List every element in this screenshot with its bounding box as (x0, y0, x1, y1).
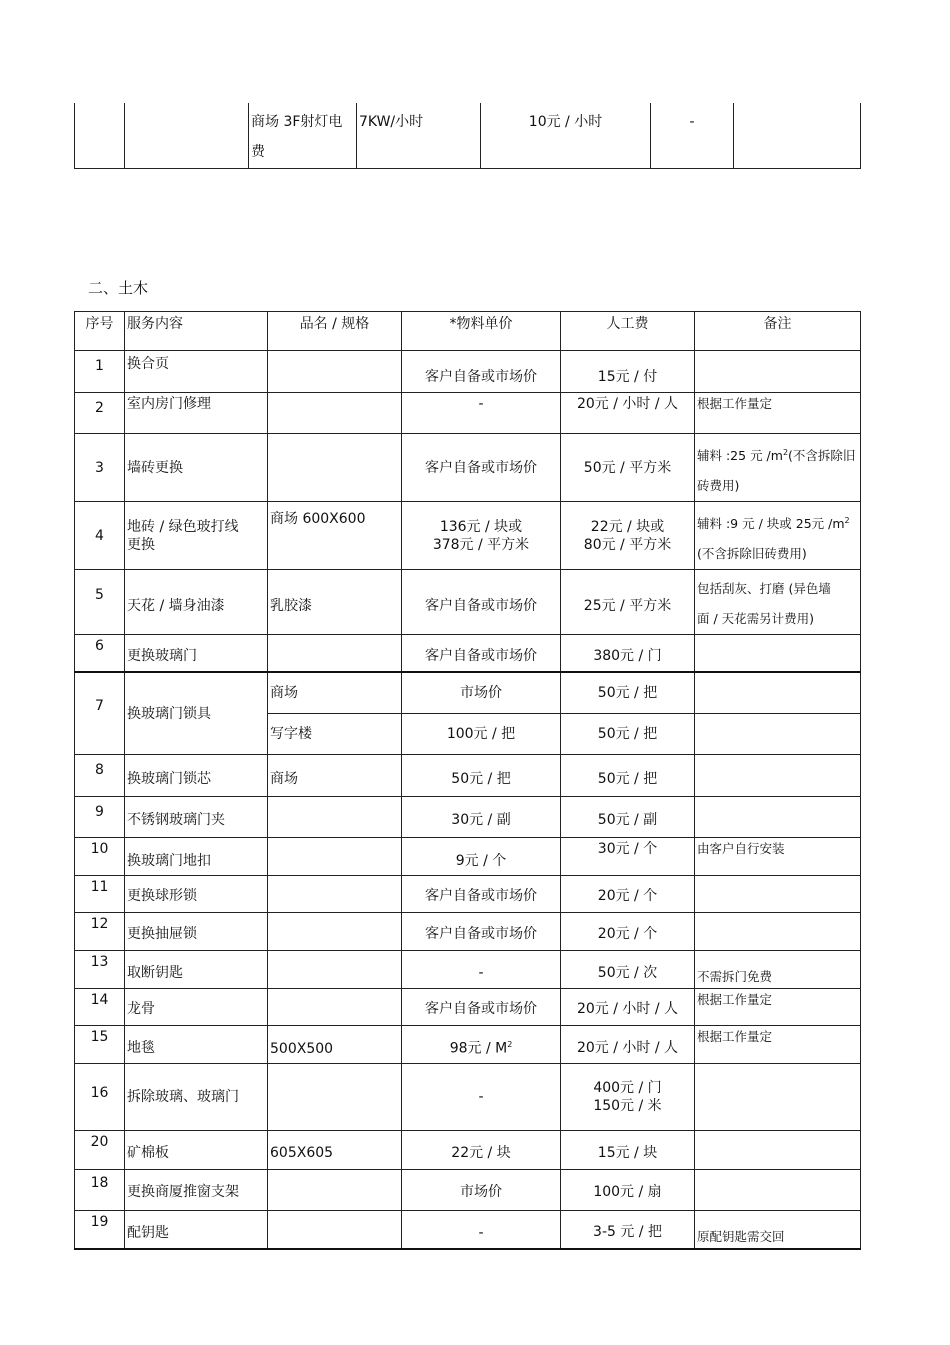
cell (249, 103, 357, 169)
superscript: 2 (782, 448, 789, 457)
note-cell (695, 797, 861, 838)
header-cell: *物料单价 (402, 312, 561, 351)
cell-line: 商场 3F射灯电 (251, 114, 343, 130)
labor-cell: 50元 / 副 (561, 797, 695, 838)
price-cell: 22元 / 块 (402, 1131, 561, 1170)
spec-cell (268, 913, 402, 951)
price-cell: - (402, 1211, 561, 1249)
table-row (75, 570, 861, 635)
price-cell: 客户自备或市场价 (402, 989, 561, 1026)
service-cell: 换合页 (125, 351, 268, 393)
price-cell: 30元 / 副 (402, 797, 561, 838)
price-cell: - (402, 393, 561, 434)
row-number: 2 (75, 393, 125, 434)
service-cell: 取断钥匙 (125, 951, 268, 989)
service-cell: 不锈钢玻璃门夹 (125, 797, 268, 838)
table-row (75, 1131, 861, 1170)
service-cell: 更换球形锁 (125, 876, 268, 913)
service-cell: 地毯 (125, 1026, 268, 1064)
cell (734, 103, 861, 169)
note-cell: 由客户自行安装 (695, 838, 861, 876)
note-cell (695, 351, 861, 393)
service-cell: 拆除玻璃、玻璃门 (125, 1064, 268, 1131)
header-cell: 品名 / 规格 (268, 312, 402, 351)
note-cell (695, 1131, 861, 1170)
service-cell: 更换商厦推窗支架 (125, 1170, 268, 1211)
labor-cell: 20元 / 个 (561, 913, 695, 951)
spec-cell (268, 797, 402, 838)
row-number: 14 (75, 989, 125, 1026)
price-table (74, 311, 861, 1250)
row-number: 19 (75, 1211, 125, 1249)
row-number: 8 (75, 755, 125, 797)
labor-cell: 50元 / 平方米 (561, 434, 695, 502)
table-row (75, 797, 861, 838)
price-cell: 客户自备或市场价 (402, 434, 561, 502)
spec-cell: 商场 (268, 755, 402, 797)
note-cell (695, 570, 861, 635)
note-cell: 根据工作量定 (695, 989, 861, 1026)
cell: 7KW/小时 (357, 103, 481, 169)
spec-cell (268, 838, 402, 876)
spec-cell (268, 1211, 402, 1249)
price-cell: 客户自备或市场价 (402, 351, 561, 393)
row-number: 11 (75, 876, 125, 913)
spec-cell: 500X500 (268, 1026, 402, 1064)
spec-cell (268, 434, 402, 502)
price-cell: 客户自备或市场价 (402, 570, 561, 635)
spec-cell (268, 635, 402, 672)
spec-cell (268, 989, 402, 1026)
labor-cell: 20元 / 小时 / 人 (561, 1026, 695, 1064)
price-cell: - (402, 951, 561, 989)
row-number: 3 (75, 434, 125, 502)
spec-cell (268, 393, 402, 434)
table-row (75, 1026, 861, 1064)
note-cell (695, 434, 861, 502)
row-number: 13 (75, 951, 125, 989)
labor-cell: 15元 / 付 (561, 351, 695, 393)
note-cell (695, 755, 861, 797)
top-fragment-table (74, 103, 861, 169)
labor-cell: 30元 / 个 (561, 838, 695, 876)
cell-line: 378元 / 平方米 (432, 536, 530, 553)
labor-cell: 50元 / 把 (561, 714, 695, 755)
labor-cell: 25元 / 平方米 (561, 570, 695, 635)
price-cell: 50元 / 把 (402, 755, 561, 797)
price-cell: 客户自备或市场价 (402, 913, 561, 951)
cell: 10元 / 小时 (481, 103, 651, 169)
table-row (75, 351, 861, 393)
cell-line: 136元 / 块或 (439, 518, 523, 535)
price-text: 98元 / M (449, 1040, 508, 1057)
table-row (75, 1211, 861, 1249)
note-text: 辅料 :25 元 /m (697, 448, 783, 464)
table-row (75, 913, 861, 951)
service-cell (125, 502, 268, 570)
service-cell: 室内房门修理 (125, 393, 268, 434)
cell-line: 80元 / 平方米 (583, 536, 672, 553)
row-number: 4 (75, 502, 125, 570)
header-cell: 人工费 (561, 312, 695, 351)
note-text: (不含拆除旧 (788, 448, 856, 464)
cell-line: 22元 / 块或 (590, 518, 665, 535)
table-row (75, 1170, 861, 1211)
price-cell: 市场价 (402, 1170, 561, 1211)
service-cell: 更换玻璃门 (125, 635, 268, 672)
superscript: 2 (844, 516, 850, 526)
spec-cell (268, 1170, 402, 1211)
labor-cell: 20元 / 小时 / 人 (561, 989, 695, 1026)
note-cell (695, 502, 861, 570)
cell (125, 103, 249, 169)
table-row (75, 838, 861, 876)
price-cell (402, 1026, 561, 1064)
spec-cell: 商场 600X600 (268, 502, 402, 570)
note-cell: 原配钥匙需交回 (695, 1211, 861, 1249)
table-row (75, 951, 861, 989)
service-cell: 换玻璃门锁芯 (125, 755, 268, 797)
cell-line: 面 / 天花需另计费用) (697, 611, 815, 627)
row-number: 20 (75, 1131, 125, 1170)
note-text: (不含拆除旧砖费用) (697, 546, 807, 562)
table-row (75, 755, 861, 797)
service-cell: 配钥匙 (125, 1211, 268, 1249)
header-cell: 服务内容 (125, 312, 268, 351)
table-row (75, 635, 861, 672)
price-cell: - (402, 1064, 561, 1131)
spec-cell: 乳胶漆 (268, 570, 402, 635)
price-cell: 客户自备或市场价 (402, 876, 561, 913)
table-row (75, 672, 861, 714)
labor-cell (561, 502, 695, 570)
service-cell: 换玻璃门锁具 (125, 672, 268, 755)
price-cell (402, 502, 561, 570)
spec-cell: 605X605 (268, 1131, 402, 1170)
row-number: 9 (75, 797, 125, 838)
labor-cell: 20元 / 小时 / 人 (561, 393, 695, 434)
table-row (75, 989, 861, 1026)
service-cell: 墙砖更换 (125, 434, 268, 502)
note-cell: 根据工作量定 (695, 1026, 861, 1064)
price-cell: 9元 / 个 (402, 838, 561, 876)
row-number: 6 (75, 635, 125, 672)
service-cell: 更换抽屉锁 (125, 913, 268, 951)
note-cell (695, 876, 861, 913)
row-number: 1 (75, 351, 125, 393)
superscript: 2 (507, 1039, 513, 1049)
spec-cell (268, 951, 402, 989)
cell-line: 150元 / 米 (593, 1098, 662, 1115)
table-row (75, 103, 861, 169)
price-cell: 100元 / 把 (402, 714, 561, 755)
note-cell (695, 714, 861, 755)
row-number: 16 (75, 1064, 125, 1131)
labor-cell: 100元 / 扇 (561, 1170, 695, 1211)
row-number: 10 (75, 838, 125, 876)
labor-cell: 50元 / 把 (561, 755, 695, 797)
note-cell (695, 672, 861, 714)
note-cell (695, 1064, 861, 1131)
note-cell: 根据工作量定 (695, 393, 861, 434)
table-row (75, 393, 861, 434)
table-row (75, 502, 861, 570)
note-text: 辅料 :9 元 / 块或 25元 /m (697, 516, 845, 532)
note-cell (695, 1170, 861, 1211)
note-text: 砖费用) (697, 478, 740, 494)
row-number: 5 (75, 570, 125, 635)
cell-line: 更换 (127, 536, 155, 553)
header-cell: 序号 (75, 312, 125, 351)
labor-cell: 50元 / 次 (561, 951, 695, 989)
service-cell: 龙骨 (125, 989, 268, 1026)
table-header (75, 312, 861, 351)
service-cell: 矿棉板 (125, 1131, 268, 1170)
spec-cell (268, 1064, 402, 1131)
labor-cell: 380元 / 门 (561, 635, 695, 672)
spec-cell (268, 351, 402, 393)
row-number: 15 (75, 1026, 125, 1064)
labor-cell (561, 1064, 695, 1131)
note-cell (695, 913, 861, 951)
price-cell: 市场价 (402, 672, 561, 714)
labor-cell: 20元 / 个 (561, 876, 695, 913)
cell (75, 103, 125, 169)
service-cell: 换玻璃门地扣 (125, 838, 268, 876)
labor-cell: 50元 / 把 (561, 672, 695, 714)
cell-line: 地砖 / 绿色玻打线 (127, 518, 239, 535)
row-number: 18 (75, 1170, 125, 1211)
section-title: 二、土木 (88, 279, 149, 297)
spec-cell: 写字楼 (268, 714, 402, 755)
cell: - (651, 103, 734, 169)
note-cell: 不需拆门免费 (695, 951, 861, 989)
row-number: 12 (75, 913, 125, 951)
row-number: 7 (75, 672, 125, 755)
labor-cell: 15元 / 块 (561, 1131, 695, 1170)
spec-cell: 商场 (268, 672, 402, 714)
cell-line: 400元 / 门 (593, 1080, 662, 1097)
table-row (75, 1064, 861, 1131)
spec-cell (268, 876, 402, 913)
service-cell: 天花 / 墙身油漆 (125, 570, 268, 635)
cell-line: 费 (251, 144, 265, 160)
cell-line: 包括刮灰、打磨 (异色墙 (697, 581, 831, 597)
note-cell (695, 635, 861, 672)
price-cell: 客户自备或市场价 (402, 635, 561, 672)
labor-cell: 3-5 元 / 把 (561, 1211, 695, 1249)
table-row (75, 434, 861, 502)
table-row (75, 876, 861, 913)
header-cell: 备注 (695, 312, 861, 351)
